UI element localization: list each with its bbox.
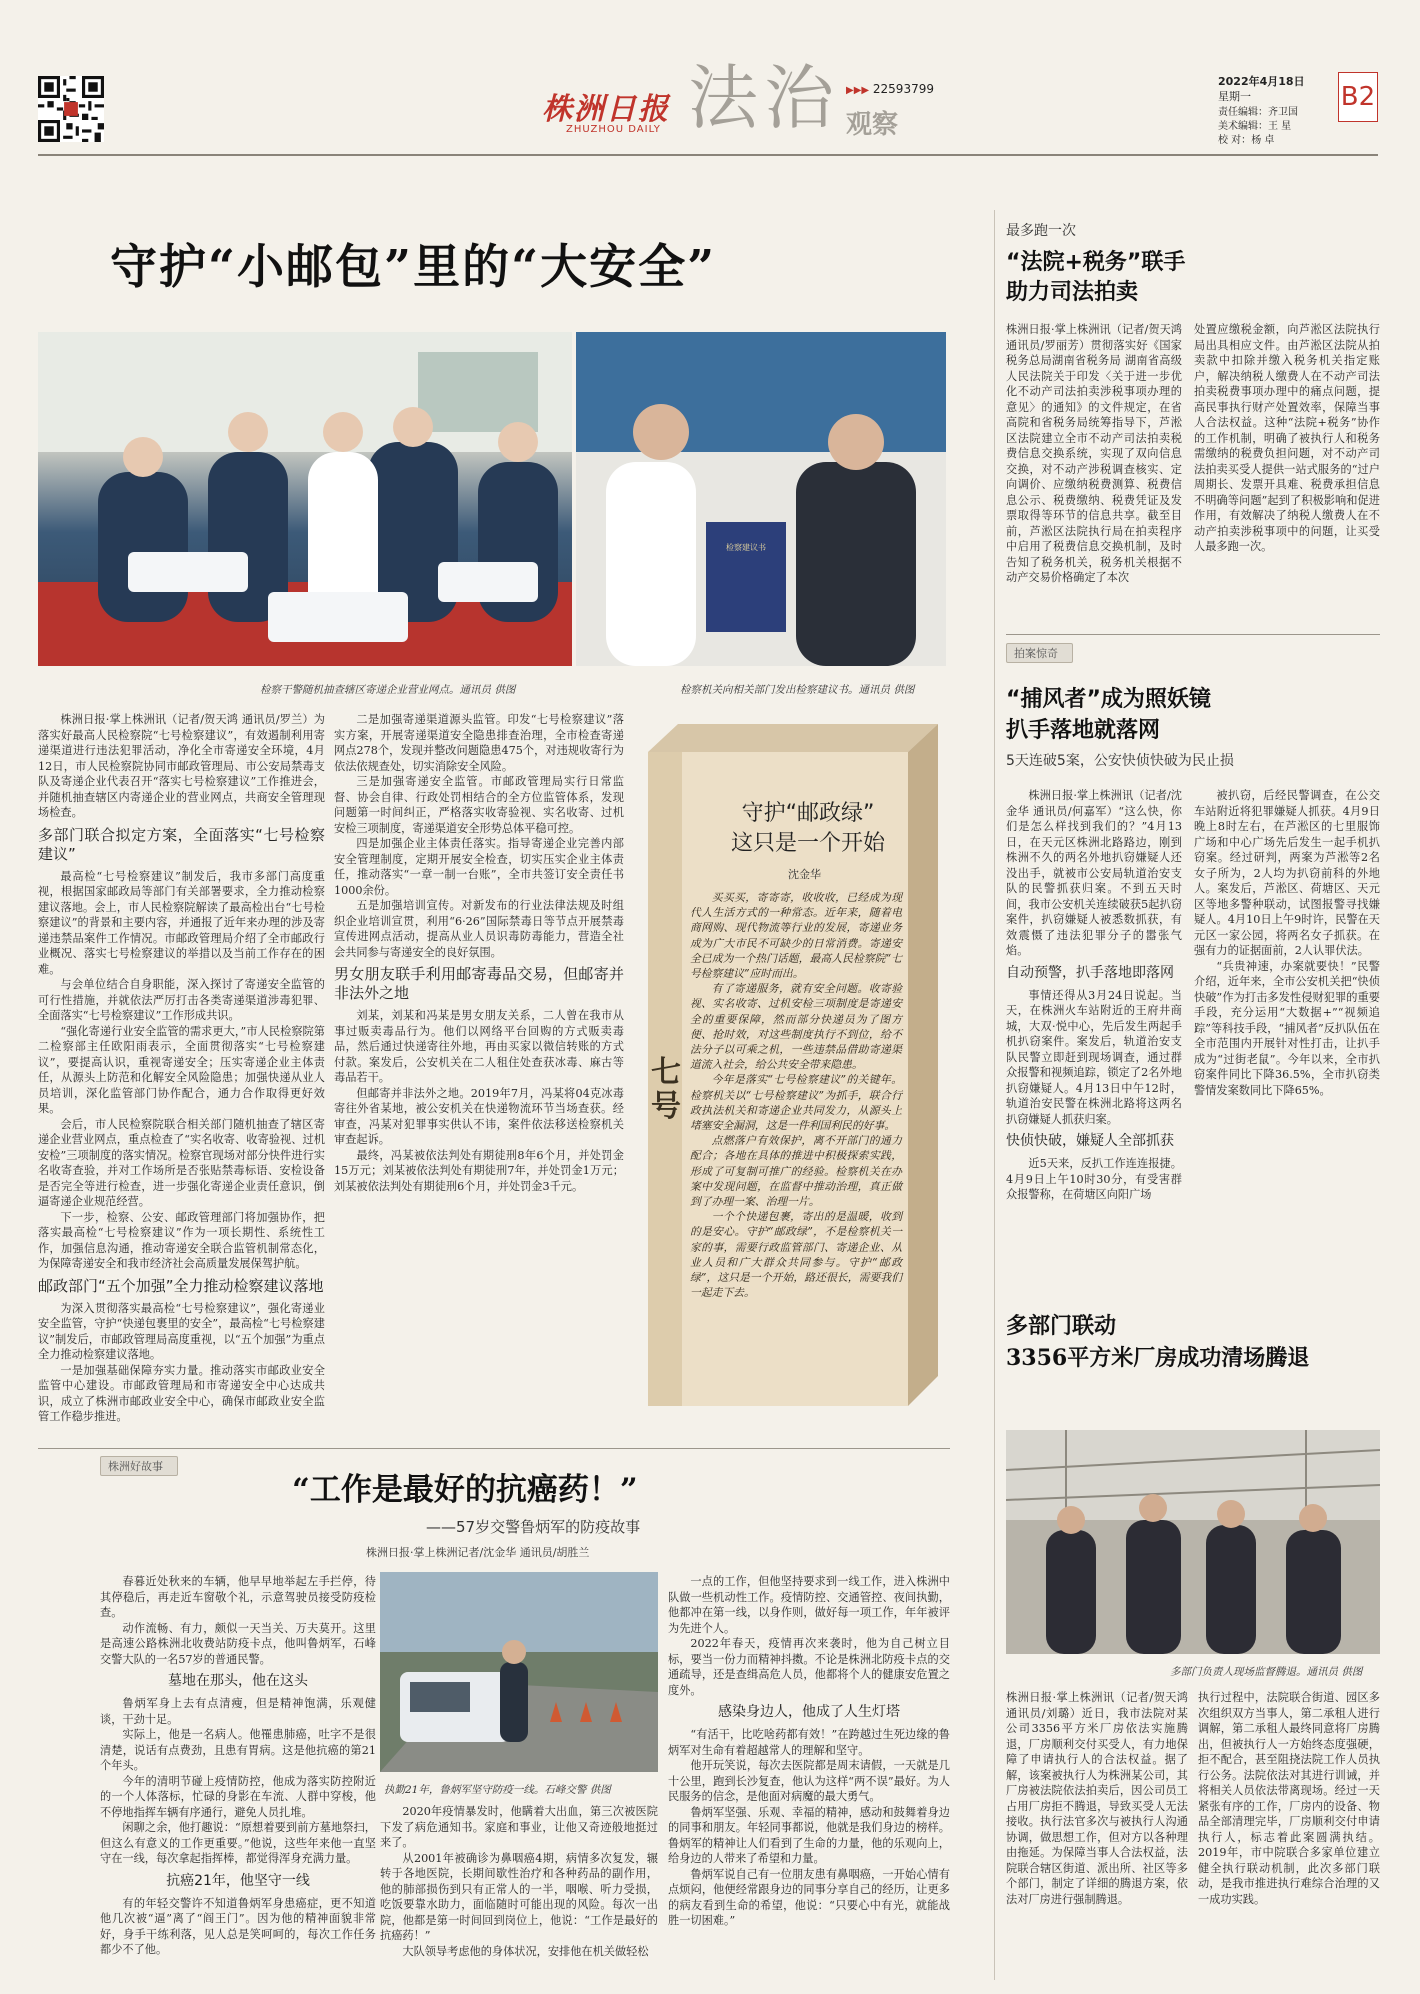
- art-editor-name: 王 星: [1268, 121, 1292, 132]
- cop-col-1: [100, 1574, 376, 1984]
- right-col-1: 株洲日报·掌上株洲讯（记者/贺天鸿 通讯员/罗丽芳）贯彻落实好《国家税务总局湖南省税务局 湖南省高级人民法院关于印发〈关于进一步优化不动产司法拍卖涉税事项办理的意见〉的通知》的文件规定，在省高院和省税务局统筹指导下，芦淞区法院建立全市不动产司法拍卖税费信息交换系统，实现了双向信息交换，对不动产涉税调查核实、定向调价、应缴纳税费测算、税费信息公示、税费缴纳、税费凭证及发票取得等环节的信息共享。截至目前，芦淞区法院执行局在拍卖程序中启用了税费信息交换机制，及时告知了税务机关，税务机关根据不动产交易价格确定了本次: [1006, 323, 1182, 584]
- lead-paragraph: 为深入贯彻落实最高检“七号检察建议”，强化寄递业安全监管，守护“快递包裹里的安全”，最高检“七号检察建议”制发后，市邮政管理局高度重视，以“五个加强”为重点全力推动检察建议落地。: [38, 1301, 325, 1361]
- lead-paragraph: 最终，冯某被依法判处有期徒刑8年6个月，并处罚金15万元；刘某被依法判处有期徒刑7年，并处罚金1万元；刘某被依法判处有期徒刑6个月，并处罚金3千元。: [334, 1148, 624, 1193]
- factory-photo-caption: 多部门负责人现场监督腾退。通讯员 供图: [1170, 1666, 1363, 1678]
- pickpocket-subhead-2: 快侦快破，嫌疑人全部抓获: [1006, 1133, 1174, 1149]
- pickpocket-paragraph: 近5天来，反扒工作连连报捷。4月9日上午10时30分，有受害群众报警称，在荷塘区向阳广场: [1006, 1157, 1182, 1201]
- cop-paragraph: “有活干，比吃啥药都有效！”在跨越过生死边缘的鲁炳军对生命有着超越常人的理解和坚守。: [668, 1728, 950, 1757]
- box-paragraph: 点燃落户有效保护，离不开部门的通力配合；各地在具体的推进中积极探索实践，形成了可复制可推广的经验。检察机关在办案中发现问题，在监督中推动治理，真正做到了办理一案、治理一片。: [690, 1134, 902, 1209]
- cop-paragraph: 鲁炳军说自己有一位朋友患有鼻咽癌，一开始心情有点烦闷，他便经常跟身边的同事分享自己的经历，让更多的病友看到生命的希望，他说：“只要心中有光，就能战胜一切困难。”: [668, 1867, 950, 1927]
- lead-paragraph: 最高检“七号检察建议”制发后，我市多部门高度重视，根据国家邮政局等部门有关部署要求，全力推动检察建议落地。会上，市人民检察院解读了最高检出台“七号检察建议”的背景和主要内容，并通报了近年来办理的涉及寄递违禁品案件工作情况。市邮政管理局介绍了全市邮政行业概况、落实七号检察建议的举措以及当前工作存在的困难。: [38, 869, 325, 976]
- factory-headline-line-1: 多部门联动: [1006, 1313, 1117, 1339]
- lead-photo-2: [576, 332, 946, 666]
- qr-code-icon: [38, 76, 104, 142]
- cop-paragraph: 春暮近处秋来的车辆，他早早地举起左手拦停，待其停稳后，再走近车窗敬个礼，示意驾驶员接受防疫检查。: [100, 1575, 376, 1619]
- right-headline: [1006, 248, 1185, 308]
- lead-paragraph: “强化寄递行业安全监管的需求更大，”市人民检察院第二检察部主任欧阳雨表示，全面贯彻落实“七号检察建议”，要提高认识，重视寄递安全；压实寄递企业主体责任，从源头上防范和化解安全风险隐患；加强快递从业人员培训，深化监管部门协作配合，通力合作取得更好效果。: [38, 1024, 325, 1115]
- section-subtitle: 观察: [846, 110, 899, 140]
- lead-paragraph: 五是加强培训宣传。对新发布的行业法律法规及时组织企业培训宣贯，利用“6·26”国际禁毒日等节点开展禁毒宣传进网点活动，提高从业人员识毒防毒能力，营造全社会共同参与寄递安全的良好氛围。: [334, 899, 624, 959]
- box-stamp: 七号: [651, 1055, 681, 1124]
- cop-paragraph: 鲁炳军身上去有点清瘦，但是精神饱满，乐观健谈，干劲十足。: [100, 1697, 376, 1726]
- proofreader-label: 校 对：: [1218, 135, 1252, 146]
- brand-cn: 株洲日报: [542, 92, 670, 127]
- pickpocket-paragraph: “兵贵神速，办案就要快！”民警介绍，近年来，全市公安机关把“快侦快破”作为打击多发性侵财犯罪的重要手段，充分运用“大数据+”“视频追踪”等科技手段，“捕风者”反扒队伍在全市范围内开展针对性打击，让扒手成为“过街老鼠”。今年以来，全市扒窃案件同比下降36.5%，全市扒窃类警情发案数同比下降65%。: [1194, 959, 1380, 1097]
- pickpocket-col-2: [1194, 788, 1380, 1098]
- cop-paragraph: 一点的工作，但他坚持要求到一线工作，进入株洲中队做一些机动性工作。疫情防控、交通管控、夜间执勤，他都冲在第一线，以身作则，做好每一项工作，年年被评为先进个人。: [668, 1575, 950, 1635]
- right-divider-1: [1006, 634, 1380, 635]
- lead-paragraph: 下一步，检察、公安、邮政管理部门将加强协作，把落实最高检“七号检察建议”作为一项长期性、系统性工作，加强信息沟通，推动寄递安全联合监管机制常态化，为保障寄递安全和我市经济社会高质量发展保驾护航。: [38, 1210, 325, 1270]
- commentary-box: [638, 716, 950, 1412]
- cop-byline: 株洲日报·掌上株洲记者/沈金华 通讯员/胡胜兰: [366, 1546, 590, 1559]
- art-editor-label: 美术编辑：: [1218, 121, 1268, 132]
- cop-paragraph: 他开玩笑说，每次去医院都是周末请假，一天就是几十公里，跑到长沙复查，他认为这样“两不误”最好。为人民服务的信念，是他面对病魔的最大勇气。: [668, 1759, 950, 1803]
- pickpocket-col-1: [1006, 788, 1182, 1203]
- box-paragraph: 有了寄递服务，就有安全问题。收寄验视、实名收寄、过机安检三项制度是寄递安全的重要保障，然而部分快递员为了图方便、抢时效，对这些制度执行不到位，给不法分子以可乘之机，一些违禁品借助寄递渠道流入社会，给公共安全带来隐患。: [690, 982, 902, 1072]
- cop-paragraph: 动作流畅、有力，颇似一天当关、万夫莫开。这里是高速公路株洲北收费站防疫卡点，他叫鲁炳军，石峰交警大队的一名57岁的普通民警。: [100, 1621, 376, 1666]
- box-title-1: 守护“邮政绿”: [741, 801, 875, 826]
- issue-weekday: 星期一: [1218, 90, 1251, 103]
- masthead-rule: [38, 154, 1378, 156]
- page-number-badge: [1338, 72, 1378, 122]
- pickpocket-paragraph: 事情还得从3月24日说起。当天，在株洲火车站附近的王府井商城，大双·悦中心，先后发生两起手机扒窃案件。案发后，轨道治安支队民警立即赶到现场调查，通过群众报警和视频追踪，锁定了2名外地扒窃嫌疑人。4月13日中午12时，轨道治安民警在株洲北路将这两名扒窃嫌疑人抓获归案。: [1006, 988, 1182, 1126]
- lead-paragraph: 但邮寄并非法外之地。2019年7月，冯某将04克冰毒寄往外省某地，被公安机关在快递物流环节当场查获。经审查，冯某对犯罪事实供认不讳，案件依法移送检察机关审查起诉。: [334, 1086, 624, 1146]
- box-body: [690, 890, 902, 1300]
- lead-subhead-2: 邮政部门“五个加强”全力推动检察建议落地: [38, 1276, 324, 1295]
- cop-paragraph: 鲁炳军坚强、乐观、幸福的精神，感动和鼓舞着身边的同事和朋友。年轻同事都说，他就是我们身边的榜样。鲁炳军的精神让人们看到了生命的力量，他的乐观向上，给身边的人带来了希望和力量。: [668, 1805, 950, 1865]
- pickpocket-headline-line-2: 扒手落地就落网: [1006, 718, 1161, 743]
- box-title-2: 这只是一个开始: [730, 831, 885, 856]
- box-author: 沈金华: [788, 868, 821, 881]
- pickpocket-headline-line-1: “捕风者”成为照妖镜: [1006, 687, 1211, 712]
- box-paragraph: 一个个快递包裹，寄出的是温暖，收到的是安心。守护“邮政绿”，不是检察机关一家的事，需要行政监管部门、寄递企业、从业人员和广大群众共同参与。守护“邮政绿”，这只是一个开始，路还很长，需要我们一起走下去。: [690, 1210, 902, 1300]
- section-divider: [38, 1448, 950, 1449]
- right-kicker: 最多跑一次: [1006, 223, 1076, 239]
- lead-paragraph: 二是加强寄递渠道源头监管。印发“七号检察建议”落实方案，开展寄递渠道安全隐患排查治理，全市检查寄递网点278个，发现并整改问题隐患475个，对违规收寄行为依法依规查处，切实消除安全风险。: [334, 713, 624, 773]
- cop-col-2: [380, 1804, 658, 1984]
- section-title: 法治: [688, 57, 840, 139]
- cop-paragraph: 有的年轻交警许不知道鲁炳军身患癌症，更不知道他几次被“逼”离了“阎王门”。因为他的精神面貌非常好，身手干练利落，见人总是笑呵呵的，每次工作任务都少不了他。: [100, 1896, 376, 1956]
- cop-subhead-1: 墓地在那头，他在这头: [168, 1673, 308, 1689]
- cop-paragraph: 实际上，他是一名病人。他罹患肺癌，吐字不是很清楚，说话有点费劲，且患有胃病。这是他抗癌的第21个年头。: [100, 1728, 376, 1772]
- right-headline-line-2: 助力司法拍卖: [1006, 280, 1139, 305]
- hotline: [846, 82, 934, 96]
- story-tag-2: 株洲好故事: [100, 1456, 178, 1476]
- pickpocket-paragraph: 株洲日报·掌上株洲讯（记者/沈金华 通讯员/何嘉军）“这么快，你们是怎么样找到我们的？”4月13日，在天元区株洲北路路边，刚到株洲不久的两名外地扒窃嫌疑人还没出手，就被市公安局轨道治安支队的民警抓获归案。不到五天时间，我市公安机关连续破获5起扒窃案件，扒窃嫌疑人被悉数抓获，有效震慑了违法犯罪分子的嚣张气焰。: [1006, 789, 1182, 957]
- factory-col-2: 执行过程中，法院联合街道、园区多次组织双方当事人，第二承租人进行调解，第二承租人最终同意将厂房腾出，但被执行人一方始终态度强硬，拒不配合，甚至阻挠法院工作人员执行公务。法院依法对其进行训诫，并将相关人员依法带离现场。经过一天紧张有序的工作，厂房内的设备、物品全部清理完毕，厂房顺利交付申请执行人，标志着此案圆满执结。2019年，市中院联合多家单位建立健全执行联动机制，此次多部门联动，是我市推进执行难综合治理的又一成功实践。: [1198, 1691, 1380, 1906]
- right-headline-line-1: “法院+税务”联手: [1006, 250, 1186, 275]
- cop-paragraph: 闲聊之余，他打趣说：“原想着要到前方墓地祭扫，但这么有意义的工作更重要。”他说，这些年来他一直坚守在一线，每次拿起指挥棒，都觉得浑身充满力量。: [100, 1821, 376, 1865]
- lead-body-col-1: [38, 712, 325, 1425]
- factory-headline-line-2: 3356平方米厂房成功清场腾退: [1006, 1345, 1310, 1371]
- lead-photo-2-caption: 检察机关向相关部门发出检察建议书。通讯员 供图: [680, 684, 915, 696]
- lead-paragraph: 三是加强寄递安全监管。市邮政管理局实行日常监督、协会自律、行政处罚相结合的全方位监管体系，发现问题第一时间纠正，严格落实收寄验视、实名收寄、过机安检三项制度，寄递渠道安全形势总体平稳可控。: [334, 775, 624, 835]
- lead-headline: 守护“小邮包”里的“大安全”: [110, 240, 717, 295]
- cop-subhead-2: 抗癌21年，他坚守一线: [166, 1872, 310, 1889]
- hotline-arrows-icon: ▶▶▶: [846, 85, 870, 96]
- issue-date: 2022年4月18日: [1218, 75, 1305, 88]
- cop-paragraph: 从2001年被确诊为鼻咽癌4期，病情多次复发，辗转于各地医院，长期间歇性治疗和各种药品的副作用，他的肺部损伤到只有正常人的一半，咽喉、听力受损，吃饭要靠水助力，面临随时可能出现的风险。每次一出院，他都是第一时间回到岗位上，他说：“工作是最好的抗癌药！”: [380, 1851, 658, 1942]
- factory-photo: [1006, 1430, 1380, 1654]
- cop-paragraph: 大队领导考虑他的身体状况，安排他在机关做轻松: [402, 1944, 649, 1958]
- lead-intro: 株洲日报·掌上株洲讯（记者/贺天鸿 通讯员/罗兰）为落实好最高人民检察院“七号检察建议”，有效遏制利用寄递渠道进行违法犯罪活动，净化全市寄递安全环境，4月12日，市人民检察院协同市邮政管理局、市公安局禁毒支队及寄递企业代表召开“落实七号检察建议”工作推进会，并随机抽查辖区内寄递企业的营业网点，共商安全管理现场检查。: [38, 713, 325, 819]
- pickpocket-headline: [1006, 684, 1211, 746]
- box-paragraph: 买买买，寄寄寄，收收收，已经成为现代人生活方式的一种常态。近年来，随着电商网购、现代物流等行业的发展，寄递业务成为广大市民不可缺少的日常消费。寄递安全已成为一个热门话题，最高人民检察院“七号检察建议”应时而出。: [690, 891, 902, 981]
- editor-label: 责任编辑：: [1218, 107, 1268, 118]
- lead-paragraph: 四是加强企业主体责任落实。指导寄递企业完善内部安全管理制度，定期开展安全检查，切实压实企业主体责任，推动落实“一章一制一台账”，全市共签订安全责任书1000余份。: [334, 837, 624, 897]
- cop-paragraph: 2020年疫情暴发时，他瞒着大出血，第三次被医院下发了病危通知书。家庭和事业，让他又奇迹般地挺过来了。: [380, 1805, 658, 1849]
- story-tag-1: 拍案惊奇: [1006, 643, 1073, 663]
- pickpocket-deck: 5天连破5案，公安快侦快破为民止损: [1006, 753, 1234, 769]
- cop-deck: ——57岁交警鲁炳军的防疫故事: [426, 1518, 641, 1536]
- lead-body-col-2: [334, 712, 624, 1194]
- lead-paragraph: 刘某，刘某和冯某是男女朋友关系，二人曾在我市从事过贩卖毒品行为。他们以网络平台回购的方式贩卖毒品，然后通过快递寄往外地，再由买家以微信转账的方式付款。案发后，公安机关在二人租住处查获冰毒、麻古等毒品若干。: [334, 1009, 624, 1084]
- lead-subhead-3: 男女朋友联手利用邮寄毒品交易，但邮寄并非法外之地: [334, 965, 624, 1002]
- right-col-2: 处置应缴税金额，向芦淞区法院执行局出具相应文件。由芦淞区法院从拍卖款中扣除并缴入税务机关指定账户，解决纳税人缴费人在不动产司法拍卖税费事项办理中的痛点问题，提高民事执行财产处置效率，保障当事人合法权益。这种“法院+税务”协作的工作机制，明确了被执行人和税务需缴纳的税费负担问题，对不动产司法拍卖买受人提供一站式服务的“过户周期长、发票开具难、税费承担信息不明确等问题”起到了积极影响和促进作用，有效解决了纳税人缴费人在不动产拍卖涉税事项中的问题，让买受人最多跑一次。: [1194, 323, 1380, 553]
- lead-photo-1: [38, 332, 572, 666]
- lead-subhead-1: 多部门联合拟定方案，全面落实“七号检察建议”: [38, 825, 325, 863]
- lead-photo-1-caption: 检察干警随机抽查辖区寄递企业营业网点。通讯员 供图: [260, 684, 516, 696]
- cop-subhead-3: 感染身边人，他成了人生灯塔: [718, 1704, 900, 1720]
- hotline-number: 22593799: [872, 82, 934, 96]
- cop-photo: [380, 1572, 658, 1772]
- cop-headline: “工作是最好的抗癌药！”: [292, 1472, 638, 1508]
- factory-col-1: 株洲日报·掌上株洲讯（记者/贺天鸿 通讯员/刘璐）近日，我市法院对某公司3356平方米厂房依法实施腾退，厂房顺利交付买受人，有力地保障了申请执行人的合法权益。据了解，该案被执行人为株洲某公司，其厂房被法院依法拍卖后，因公司员工占用厂房拒不腾退，导致买受人无法接收。执行法官多次与被执行人沟通协调，做思想工作，但对方以各种理由拖延。为保障当事人合法权益，法院联合辖区街道、派出所、社区等多个部门，制定了详细的腾退方案，依法对厂房进行强制腾退。: [1006, 1691, 1188, 1906]
- pickpocket-subhead-1: 自动预警，扒手落地即落网: [1006, 964, 1174, 981]
- issue-info: [1218, 74, 1338, 148]
- factory-headline: [1006, 1310, 1309, 1374]
- box-paragraph: 今年是落实“七号检察建议”的关键年。检察机关以“七号检察建议”为抓手，联合行政执法机关和寄递企业共同发力，从源头上堵塞安全漏洞，这是一件利国利民的好事。: [690, 1073, 902, 1133]
- column-rule-right: [994, 210, 995, 1980]
- recommendation-book-title: 检察建议书: [726, 543, 766, 552]
- lead-paragraph: 一是加强基础保障夯实力量。推动落实市邮政业安全监管中心建设。市邮政管理局和市寄递安全中心达成共识，成立了株洲市邮政业安全中心，确保市邮政业安全监管工作稳步推进。: [38, 1363, 325, 1423]
- masthead: [0, 0, 1420, 190]
- cop-paragraph: 今年的清明节碰上疫情防控，他成为落实防控附近的一个人体落标，忙碌的身影在车流、人群中穿梭，他不停地指挥车辆有序通行，避免人员扎堆。: [100, 1774, 376, 1819]
- lead-paragraph: 会后，市人民检察院联合相关部门随机抽查了辖区寄递企业营业网点，重点检查了“实名收寄、收寄验视、过机安检”三项制度的落实情况。检察官现场对部分快件进行实名收寄查验，并对工作场所是否张贴禁毒标语、安检设备是否完全等进行检查，进一步强化寄递企业责任意识，倒逼寄递企业规范经营。: [38, 1117, 325, 1208]
- proofreader-name: 杨 卓: [1251, 135, 1275, 146]
- cop-photo-caption: 执勤21年，鲁炳军坚守防疫一线。石峰交警 供图: [384, 1784, 611, 1796]
- brand-en: ZHUZHOU DAILY: [566, 124, 661, 135]
- pickpocket-paragraph: 被扒窃，后经民警调查，在公交车站附近将犯罪嫌疑人抓获。4月9日晚上8时左右，在芦淞区的七里服饰广场和中心广场先后发生一起手机扒窃案。经过研判，两案为芦淞等2名女子所为，2人均为扒窃前科的外地人。案发后，芦淞区、荷塘区、天元区等地多警种联动，试图报警寻找嫌疑人。4月10日上午9时许，民警在天元区一家公园，将两名女子抓获。在强有力的证据面前，2人认罪伏法。: [1194, 789, 1380, 957]
- cop-col-3: [668, 1574, 950, 1984]
- editor-name: 齐卫国: [1268, 107, 1298, 118]
- cop-paragraph: 2022年春天，疫情再次来袭时，他为自己树立目标，要当一份力而精神抖擞。不论是株洲北防疫卡点的交通疏导，还是查缉高危人员，他都将个人的健康安危置之度外。: [668, 1637, 950, 1697]
- page-number: B2: [1340, 82, 1376, 112]
- lead-paragraph: 与会单位结合自身职能，深入探讨了寄递安全监管的可行性措施，并就依法严厉打击各类寄递渠道涉毒犯罪、全面落实“七号检察建议”工作形成共识。: [38, 978, 325, 1022]
